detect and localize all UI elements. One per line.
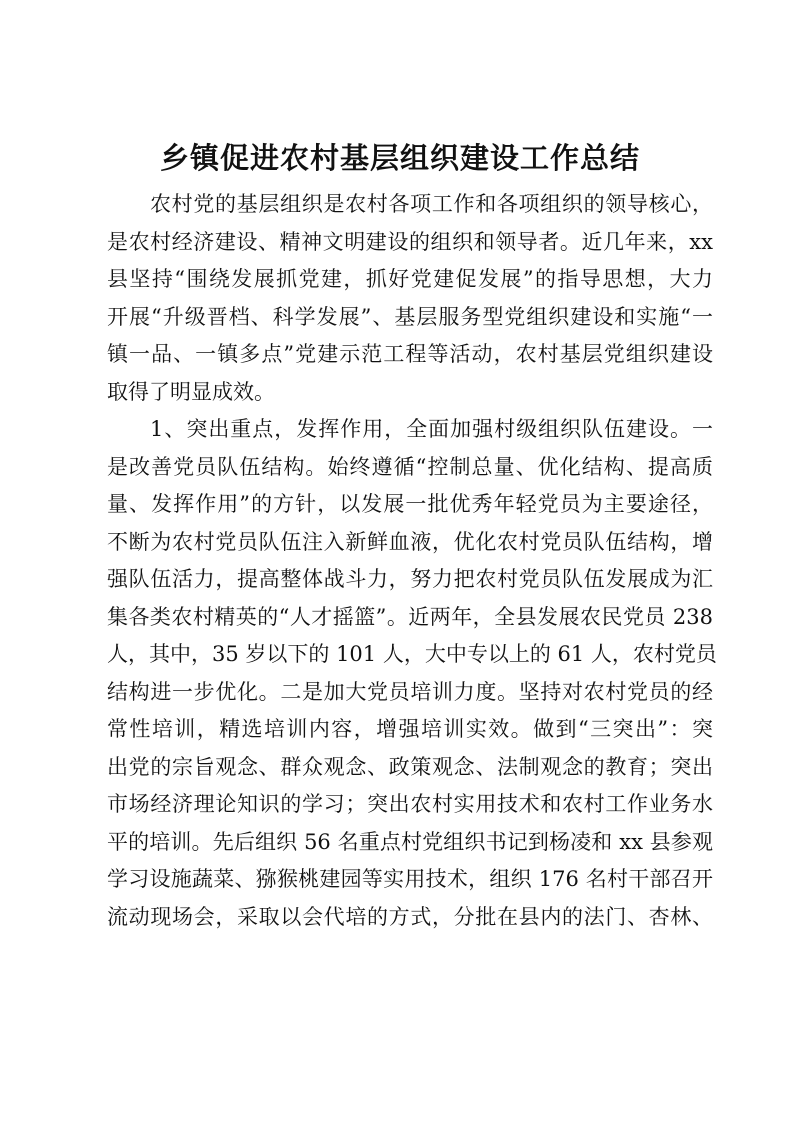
- text-line: 出党的宗旨观念、群众观念、政策观念、法制观念的教育；突出: [107, 754, 713, 779]
- text-line: 人，其中，35 岁以下的 101 人，大中专以上的 61 人，农村党员: [107, 642, 717, 666]
- text-line: 农村党的基层组织是农村各项工作和各项组织的领导核心，: [150, 192, 713, 216]
- text-line: 1、突出重点，发挥作用，全面加强村级组织队伍建设。一: [150, 417, 713, 441]
- text-line: 镇一品、一镇多点”党建示范工程等活动，农村基层党组织建设: [107, 342, 713, 366]
- text-line: 县坚持“围绕发展抓党建，抓好党建促发展”的指导思想，大力: [107, 267, 713, 291]
- text-line: 量、发挥作用”的方针，以发展一批优秀年轻党员为主要途径，: [107, 492, 713, 516]
- text-line: 是改善党员队伍结构。始终遵循“控制总量、优化结构、提高质: [107, 454, 713, 479]
- text-line: 结构进一步优化。二是加大党员培训力度。坚持对农村党员的经: [107, 679, 713, 704]
- text-line: 开展“升级晋档、科学发展”、基层服务型党组织建设和实施“一: [107, 304, 713, 329]
- text-line: 集各类农村精英的“人才摇篮”。近两年，全县发展农民党员 238: [107, 604, 713, 629]
- text-line: 平的培训。先后组织 56 名重点村党组织书记到杨凌和 xx 县参观: [107, 829, 713, 854]
- text-line: 取得了明显成效。: [107, 379, 275, 404]
- text-line: 常性培训，精选培训内容，增强培训实效。做到“三突出”：突: [107, 717, 713, 741]
- text-line: 强队伍活力，提高整体战斗力，努力把农村党员队伍发展成为汇: [107, 567, 713, 591]
- text-line: 不断为农村党员队伍注入新鲜血液，优化农村党员队伍结构，增: [107, 529, 713, 554]
- text-line: 市场经济理论知识的学习；突出农村实用技术和农村工作业务水: [107, 792, 713, 816]
- text-line: 学习设施蔬菜、猕猴桃建园等实用技术，组织 176 名村干部召开: [107, 867, 713, 891]
- paragraph: [107, 186, 713, 411]
- text-line: 是农村经济建设、精神文明建设的组织和领导者。近几年来，xx: [107, 229, 713, 254]
- document-title: 乡镇促进农村基层组织建设工作总结: [159, 141, 640, 175]
- paragraph: [107, 411, 717, 936]
- document-body: [107, 186, 717, 936]
- text-line: 流动现场会，采取以会代培的方式，分批在县内的法门、杏林、: [107, 904, 713, 929]
